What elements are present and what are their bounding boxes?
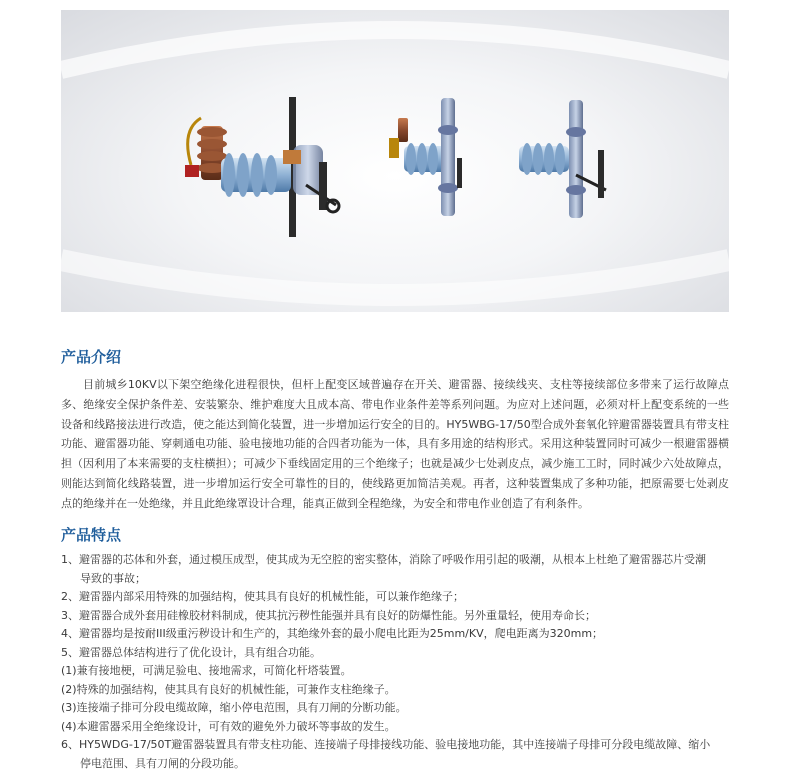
feature-item: 4、避雷器均是按耐III级重污秽设计和生产的，其绝缘外套的最小爬电比距为25mm/KV，爬电距离为320mm； — [61, 627, 604, 640]
arrester-device-3 — [519, 100, 606, 218]
feature-item: 6、HY5WDG-17/50T避雷器装置具有带支柱功能、连接端子母排接线功能、验电接地功能，其中连接端子母排可分段电缆故障、缩小 停电范围、具有刀闸的分段功能。 — [61, 738, 711, 770]
feature-subitem: (2)特殊的加强结构，使其具有良好的机械性能，可兼作支柱绝缘子。 — [61, 682, 396, 696]
intro-paragraph: 目前城乡10KV以下架空绝缘化进程很快，但杆上配变区域普遍存在开关、避雷器、接续线夹、支柱等接续部位多带来了运行故障点多、绝缘安全保护条件差、安装繁杂、维护难度大且成本高、带电作业条件差等系列问题。为应对上述问题，必须对杆上配变系统的一些设备和线路接法进行改造，使之能达到简化装置，进一步增加运行安全的目的。HY5WBG-17/50型合成外套氧化锌避雷器装置具有带支柱功能、避雷器功能、穿刺通电功能、验电接地功能的合四者功能为一体，具有多用途的结构形式。采用这种装置同时可减少一根避雷器横担（因利用了本来需要的支柱横担）；可减少下垂线固定用的三个绝缘子；也就是减少七处剥皮点，减少施工工时，同时减少六处故障点，则能达到简化线路装置，进一步增加运行安全可靠性的目的，使线路更加简洁美观。再者，这种装置集成了多种功能，把原需要七处剥皮点的绝缘并在一处绝缘，并且此绝缘罩设计合理，能真正做到全程绝缘，为安全和带电作业创造了有利条件。 — [61, 378, 729, 510]
arrester-device-1 — [185, 97, 339, 237]
feature-item: 3、避雷器合成外套用硅橡胶材料制成，使其抗污秽性能强并具有良好的防爆性能。另外重量轻，使用寿命长； — [61, 608, 596, 622]
arrester-device-2 — [389, 98, 462, 216]
product-hero-image — [61, 10, 729, 312]
feature-item: 1、避雷器的芯体和外套，通过模压成型，使其成为无空腔的密实整体，消除了呼吸作用引起的吸潮，从根本上杜绝了避雷器芯片受潮 导致的事故； — [61, 553, 706, 585]
feature-subitem: (4)本避雷器采用全绝缘设计，可有效的避免外力破坏等事故的发生。 — [61, 719, 396, 733]
intro-heading: 产品介绍 — [61, 348, 122, 366]
feature-item: 2、避雷器内部采用特殊的加强结构，使其具有良好的机械性能，可以兼作绝缘子； — [61, 590, 464, 603]
feature-subitem: (3)连接端子排可分段电缆故障，缩小停电范围，具有刀闸的分断功能。 — [61, 701, 407, 714]
feature-item: 5、避雷器总体结构进行了优化设计，具有组合功能。 (1)兼有接地梗，可满足验电、接地需求，可简化杆塔装置。 (2)特殊的加强结构，使其具有良好的机械性能，可兼作支柱绝缘子。 (3)连接端子排可分段电缆故障，缩小停电范围，具有刀闸的分断功能。 (4)本避雷器采用全绝缘设计，可有效的避免外力破坏等事故的发生。 — [61, 644, 729, 737]
feature-sublist — [61, 662, 729, 736]
arrester-illustration — [61, 10, 729, 312]
features-heading: 产品特点 — [61, 526, 122, 544]
features-list — [61, 551, 729, 773]
feature-subitem: (1)兼有接地梗，可满足验电、接地需求，可简化杆塔装置。 — [61, 664, 352, 677]
